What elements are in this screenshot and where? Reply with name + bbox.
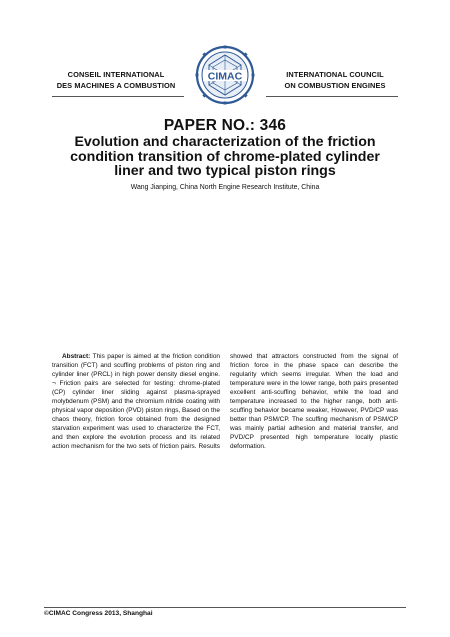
header-divider-left <box>52 96 184 97</box>
cimac-logo <box>195 45 255 105</box>
author-affiliation: Wang Jianping, China North Engine Research Institute, China <box>130 184 320 191</box>
org-left-line-1: CONSEIL INTERNATIONAL <box>67 70 165 79</box>
abstract <box>52 352 398 452</box>
organization-name-french <box>52 69 180 91</box>
paper-title <box>30 135 420 179</box>
footer-copyright: ©CIMAC Congress 2013, Shanghai <box>44 610 153 617</box>
org-left-line-2: DES MACHINES A COMBUSTION <box>56 81 176 90</box>
abstract-text: This paper is aimed at the friction condition transition (FCT) and scuffing problems of piston ring and cylinder liner (PRCL) in high power density diesel engine. ¬ Friction pairs are selected for testing: chrome-plated (CP) cylinder liner sliding against plasma-sprayed molybdenum (PSM) and the chromium nitride coating with physical vapor deposition (PVD) piston rings, Based on the chaos theory, friction force obtained from the designed starvation experiment was used to characterize the FCT, and then explore the evolution process and its related action mechanism for the two sets of friction pairs. Results showed that attractors constructed from the signal of friction force in the phase space can describe the regularity which seems irregular. When the load and temperature were in the lower range, both pairs presented excellent anti-scuffing behavior, while the load and temperature increased to the higher range, both anti-scuffing behavior became weaker, However, PVD/CP was better than PSM/CP. The scuffing mechanism of PSM/CP was mainly partial adhesion and material transfer, and PVD/CP presented high temperature locally plastic deformation. <box>52 353 398 451</box>
title-line-3: liner and two typical piston rings <box>114 163 336 180</box>
title-line-1: Evolution and characterization of the friction <box>74 134 376 150</box>
footer-divider <box>44 607 406 608</box>
header-divider-right <box>266 96 398 97</box>
organization-name-english <box>271 69 399 91</box>
org-right-line-2: ON COMBUSTION ENGINES <box>284 81 386 90</box>
abstract-label: Abstract: <box>62 353 91 360</box>
title-line-2: condition transition of chrome-plated cylinder <box>70 148 380 165</box>
paper-number: PAPER NO.: 346 <box>163 117 287 134</box>
logo-wordmark: CIMAC <box>207 70 243 83</box>
org-right-line-1: INTERNATIONAL COUNCIL <box>286 70 384 79</box>
